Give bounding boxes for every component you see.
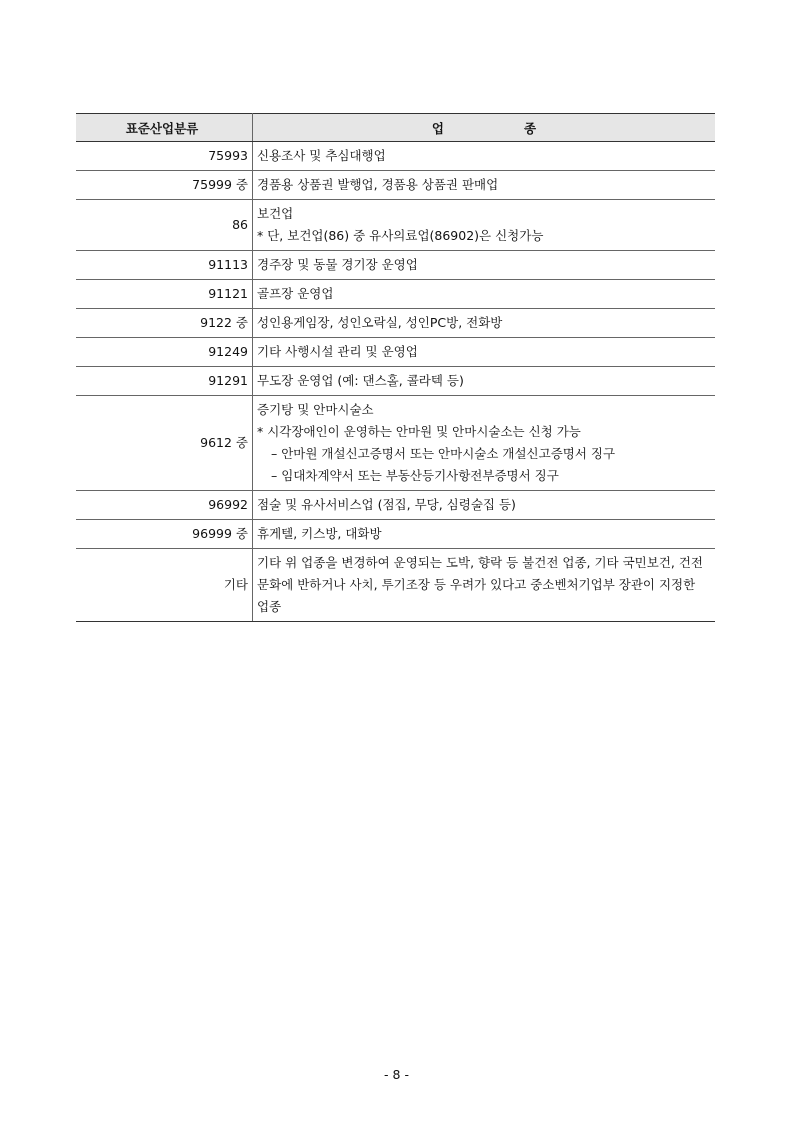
row-desc	[253, 200, 716, 251]
row-desc-line: 보건업	[257, 206, 294, 221]
row-desc	[253, 280, 716, 309]
header-desc-b: 종	[524, 120, 537, 136]
row-desc-subnote: – 임대차계약서 또는 부동산등기사항전부증명서 징구	[271, 468, 559, 483]
table-row	[76, 142, 715, 171]
row-desc-line: 성인용게임장, 성인오락실, 성인PC방, 전화방	[257, 315, 503, 330]
header-code: 표준산업분류	[76, 114, 253, 142]
row-code: 91291	[76, 367, 253, 396]
row-code: 9612 중	[76, 396, 253, 491]
table-row	[76, 251, 715, 280]
row-code: 91121	[76, 280, 253, 309]
page-number: - 8 -	[384, 1067, 409, 1082]
row-code: 96992	[76, 491, 253, 520]
table-row	[76, 367, 715, 396]
table-header-row	[76, 114, 715, 142]
row-desc	[253, 367, 716, 396]
row-desc-line: 경품용 상품권 발행업, 경품용 상품권 판매업	[257, 177, 499, 192]
row-desc	[253, 142, 716, 171]
row-code: 86	[76, 200, 253, 251]
row-desc-paragraph: 기타 위 업종을 변경하여 운영되는 도박, 향락 등 불건전 업종, 기타 국민보건, 건전문화에 반하거나 사치, 투기조장 등 우려가 있다고 중소벤처기업부 장관이 지정한 업종	[253, 549, 716, 622]
row-desc-line: 증기탕 및 안마시술소	[257, 402, 374, 417]
row-desc-line: 경주장 및 동물 경기장 운영업	[257, 257, 418, 272]
row-desc-line: 무도장 운영업 (예: 댄스홀, 콜라텍 등)	[257, 373, 464, 388]
row-desc-line: 신용조사 및 추심대행업	[257, 148, 386, 163]
row-desc	[253, 396, 716, 491]
industry-table	[76, 113, 715, 622]
row-desc-line: 점술 및 유사서비스업 (점집, 무당, 심령술집 등)	[257, 497, 516, 512]
row-desc	[253, 520, 716, 549]
row-desc-note: * 단, 보건업(86) 중 유사의료업(86902)은 신청가능	[257, 228, 544, 243]
row-code: 91113	[76, 251, 253, 280]
row-desc	[253, 251, 716, 280]
row-desc	[253, 338, 716, 367]
header-desc	[253, 114, 716, 142]
row-desc-subnote: – 안마원 개설신고증명서 또는 안마시술소 개설신고증명서 징구	[271, 446, 616, 461]
table-row	[76, 309, 715, 338]
table-row	[76, 338, 715, 367]
row-desc-note: * 시각장애인이 운영하는 안마원 및 안마시술소는 신청 가능	[257, 424, 581, 439]
row-desc-line: 골프장 운영업	[257, 286, 334, 301]
row-code: 96999 중	[76, 520, 253, 549]
table-row	[76, 171, 715, 200]
row-desc	[253, 171, 716, 200]
table-row	[76, 280, 715, 309]
row-code: 75993	[76, 142, 253, 171]
row-code: 75999 중	[76, 171, 253, 200]
row-desc-line: 휴게텔, 키스방, 대화방	[257, 526, 382, 541]
row-desc	[253, 309, 716, 338]
header-desc-a: 업	[431, 120, 444, 136]
row-code: 9122 중	[76, 309, 253, 338]
table-row	[76, 200, 715, 251]
row-desc-line: 기타 사행시설 관리 및 운영업	[257, 344, 418, 359]
table-row	[76, 549, 715, 622]
row-code: 91249	[76, 338, 253, 367]
table-row	[76, 491, 715, 520]
row-code: 기타	[76, 549, 253, 622]
table-row	[76, 396, 715, 491]
table-row	[76, 520, 715, 549]
row-desc	[253, 491, 716, 520]
